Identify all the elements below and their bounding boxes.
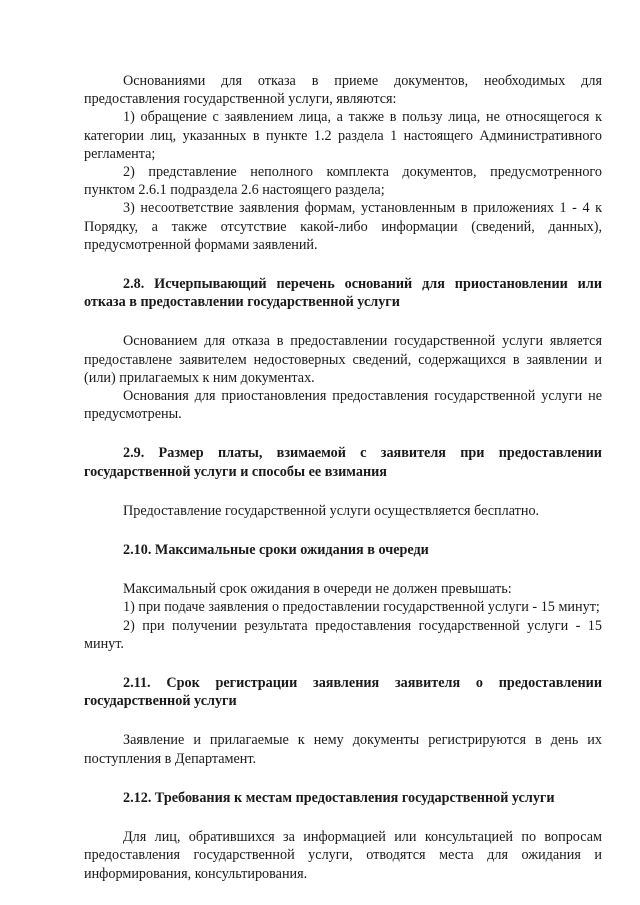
paragraph: 2) представление неполного комплекта документов, предусмотренного пунктом 2.6.1 подраздела 2.6 настоящего раздела;: [84, 164, 602, 199]
section-heading-2-8: 2.8. Исчерпывающий перечень оснований для приостановлении или отказа в предоставлении государственной услуги: [84, 276, 602, 311]
paragraph: Основанием для отказа в предоставлении государственной услуги является предоставлене заявителем недостоверных сведений, содержащихся в заявлении и (или) прилагаемых к ним документах.: [84, 333, 602, 386]
paragraph: 1) при подаче заявления о предоставлении государственной услуги - 15 минут;: [123, 599, 600, 616]
document-page: [84, 72, 602, 883]
paragraph: Предоставление государственной услуги осуществляется бесплатно.: [123, 502, 540, 519]
paragraph: Заявление и прилагаемые к нему документы регистрируются в день их поступления в Департамент.: [84, 732, 602, 767]
section-heading-2-10: 2.10. Максимальные сроки ожидания в очереди: [123, 542, 429, 559]
section-heading-2-9: 2.9. Размер платы, взимаемой с заявителя при предоставлении государственной услуги и способы ее взимания: [84, 445, 602, 480]
paragraph: 3) несоответствие заявления формам, установленным в приложениях 1 - 4 к Порядку, а также отсутствие какой-либо информации (сведений, данных), предусмотренной формами заявлений.: [84, 200, 602, 253]
section-refusal-grounds: [84, 72, 602, 254]
paragraph: 1) обращение с заявлением лица, а также в пользу лица, не относящегося к категории лиц, указанных в пункте 1.2 раздела 1 настоящего Административного регламента;: [84, 109, 602, 162]
paragraph: Основания для приостановления предоставления государственной услуги не предусмотрены.: [84, 388, 602, 423]
paragraph: Для лиц, обратившихся за информацией или консультацией по вопросам предоставления государственной услуги, отводятся места для ожидания и информирования, консультирования.: [84, 829, 602, 882]
section-heading-2-12: 2.12. Требования к местам предоставления государственной услуги: [123, 789, 555, 806]
paragraph: 2) при получении результата предоставления государственной услуги - 15 минут.: [84, 617, 602, 652]
section-heading-2-11: 2.11. Срок регистрации заявления заявителя о предоставлении государственной услуги: [84, 675, 602, 710]
paragraph: Максимальный срок ожидания в очереди не должен превышать:: [123, 581, 512, 598]
paragraph: Основаниями для отказа в приеме документов, необходимых для предоставления государственной услуги, являются:: [84, 73, 602, 108]
